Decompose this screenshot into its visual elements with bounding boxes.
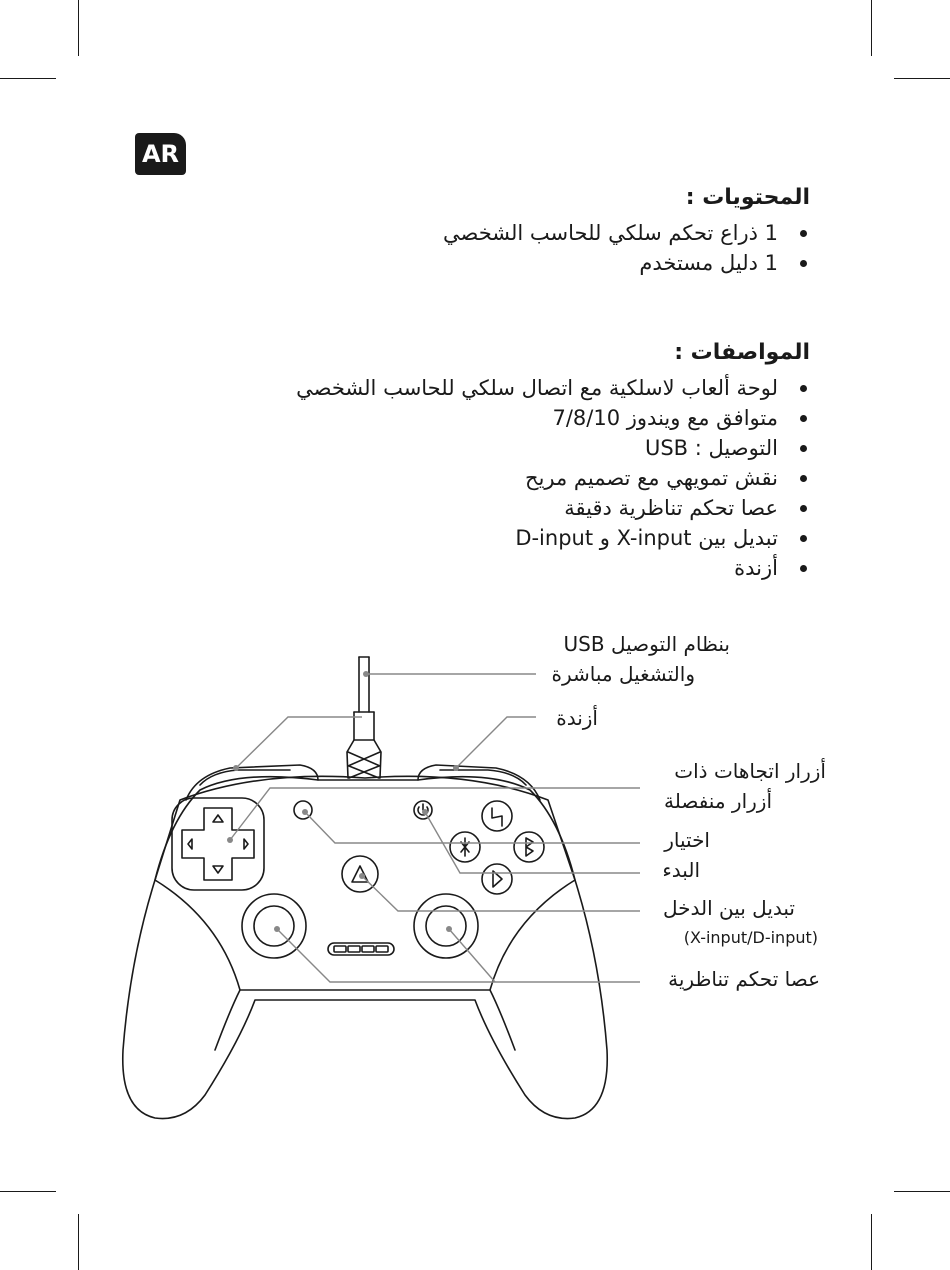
list-item: 1 دليل مستخدم <box>443 248 810 278</box>
label-triggers: أزندة <box>556 706 598 730</box>
label-mode-switch: تبديل بين الدخل <box>662 896 795 920</box>
language-badge: AR <box>135 133 186 175</box>
list-item: متوافق مع ويندوز 7/8/10 <box>296 403 810 433</box>
label-sticks: عصا تحكم تناظرية <box>668 967 820 991</box>
label-usb-sub: والتشغيل مباشرة <box>551 662 695 686</box>
list-item: 1 ذراع تحكم سلكي للحاسب الشخصي <box>443 218 810 248</box>
list-item: أزندة <box>296 553 810 583</box>
specs-heading: المواصفات : <box>674 340 810 365</box>
label-mode-switch-sub: (X-input/D-input) <box>683 928 818 947</box>
contents-heading: المحتويات : <box>685 185 810 210</box>
list-item: تبديل بين X-input و D-input <box>296 523 810 553</box>
dpad <box>172 798 264 890</box>
face-buttons <box>450 801 544 894</box>
led-indicator <box>328 943 394 955</box>
list-item: نقش تمويهي مع تصميم مريح <box>296 463 810 493</box>
label-select: اختيار <box>664 828 710 852</box>
list-item: عصا تحكم تناظرية دقيقة <box>296 493 810 523</box>
list-item: لوحة ألعاب لاسلكية مع اتصال سلكي للحاسب الشخصي <box>296 373 810 403</box>
list-item: التوصيل : USB <box>296 433 810 463</box>
label-dpad-sub: أزرار منفصلة <box>664 789 772 813</box>
label-usb: USB بنظام التوصيل <box>563 632 730 656</box>
label-dpad: أزرار اتجاهات ذات <box>674 759 826 783</box>
label-start: البدء <box>662 858 700 882</box>
controller-body <box>123 777 607 1119</box>
